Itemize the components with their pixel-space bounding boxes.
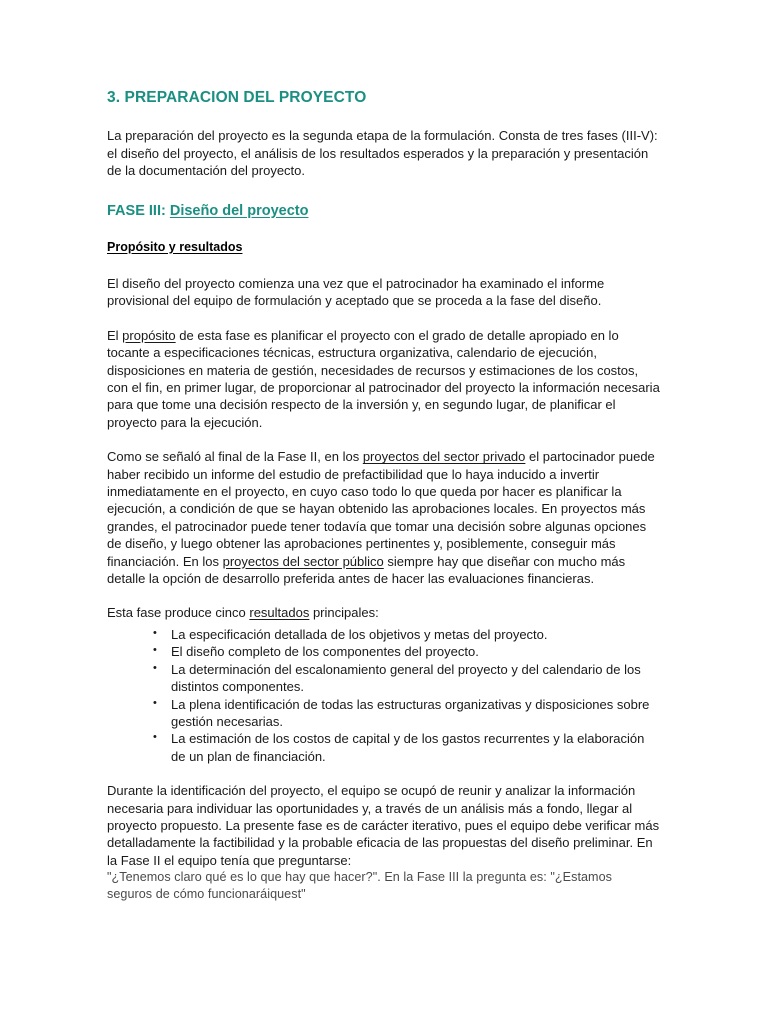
- paragraph-closing-quotes: "¿Tenemos claro qué es lo que hay que hacer?". En la Fase III la pregunta es: "¿Estamos seguros de cómo funcionaráiquest": [107, 870, 612, 902]
- list-item: [153, 661, 660, 696]
- list-item: [153, 643, 660, 660]
- phase2-part3: siempre hay que diseñar con mucho más detalle la opción de desarrollo preferida antes de hacer las evaluaciones financieras.: [107, 553, 626, 587]
- phase-heading-title: Diseño del proyecto: [169, 202, 309, 219]
- purpose-post: de esta fase es planificar el proyecto con el grado de detalle apropiado en lo tocante a especificaciones técnicas, estructura organizativa, calendario de ejecución, disposiciones en materia de gestión, necesidades de recursos y estimaciones de los costos, con el fin, en primer lugar, de proporcionar al patrocinador del proyecto la información necesaria para que tome una decisión respecto de la inversión y, en segundo lugar, de planificar el proyecto para la ejecución.: [107, 327, 660, 430]
- list-item: [153, 696, 660, 731]
- sub-heading-wrapper: [107, 238, 660, 275]
- list-item: [153, 626, 660, 643]
- purpose-pre: El: [107, 327, 123, 343]
- results-underlined-term: resultados: [249, 605, 310, 621]
- sub-heading: Propósito y resultados: [107, 239, 243, 254]
- list-item-text: La especificación detallada de los objetivos y metas del proyecto.: [171, 626, 548, 642]
- results-intro-pre: Esta fase produce cinco: [107, 605, 250, 621]
- list-item-text: El diseño completo de los componentes del proyecto.: [171, 644, 479, 660]
- results-intro-post: principales:: [309, 605, 379, 621]
- list-item-text: La determinación del escalonamiento general del proyecto y del calendario de los distintos componentes.: [171, 661, 641, 695]
- list-item-text: La estimación de los costos de capital y de los gastos recurrentes y la elaboración de un plan de financiación.: [171, 731, 645, 764]
- page-title: 3. PREPARACION DEL PROYECTO: [107, 89, 367, 106]
- list-item-text: La plena identificación de todas las estructuras organizativas y disposiciones sobre gestión necesarias.: [171, 696, 650, 729]
- paragraph-design-start: El diseño del proyecto comienza una vez que el patrocinador ha examinado el informe provisional del equipo de formulación y aceptado que se proceda a la fase del diseño.: [107, 275, 605, 309]
- phase2-part1: Como se señaló al final de la Fase II, en los: [107, 449, 363, 465]
- results-intro: [107, 604, 660, 621]
- phase-heading-prefix: FASE III:: [107, 202, 166, 219]
- purpose-underlined-term: propósito: [122, 327, 176, 343]
- paragraph-purpose: [107, 327, 660, 431]
- paragraph-closing: Durante la identificación del proyecto, el equipo se ocupó de reunir y analizar la información necesaria para individuar las oportunidades y, a través de un análisis más a fondo, llegar al proyecto propuesto. La presente fase es de carácter iterativo, pues el equipo debe verificar más detalladamente la factibilidad y la probable eficacia de las propuestas del diseño preliminar. En la Fase II el equipo tenía que preguntarse:: [107, 783, 660, 868]
- paragraph-phase-two: [107, 448, 660, 587]
- results-list: [107, 626, 660, 765]
- phase-heading: [107, 202, 660, 220]
- list-item: [153, 730, 660, 765]
- phase2-public-sector-term: proyectos del sector público: [222, 553, 384, 569]
- phase2-private-sector-term: proyectos del sector privado: [362, 449, 526, 465]
- phase2-part2: el partocinador puede haber recibido un informe del estudio de prefactibilidad que lo haya inducido a invertir inmediatamente en el proyecto, en cuyo caso todo lo que queda por hacer es planificar la ejecución, a condición de que se hayan obtenido las aprobaciones locales. En proyectos más grandes, el patrocinador puede tener todavía que tomar una decisión sobre algunas opciones de diseño, y luego obtener las aprobaciones pertinentes y, posiblemente, conseguir más financiación. En los: [107, 449, 655, 569]
- intro-paragraph: La preparación del proyecto es la segunda etapa de la formulación. Consta de tres fases (III-V): el diseño del proyecto, el análisis de los resultados esperados y la preparación y presentación de la documentación del proyecto.: [107, 128, 658, 179]
